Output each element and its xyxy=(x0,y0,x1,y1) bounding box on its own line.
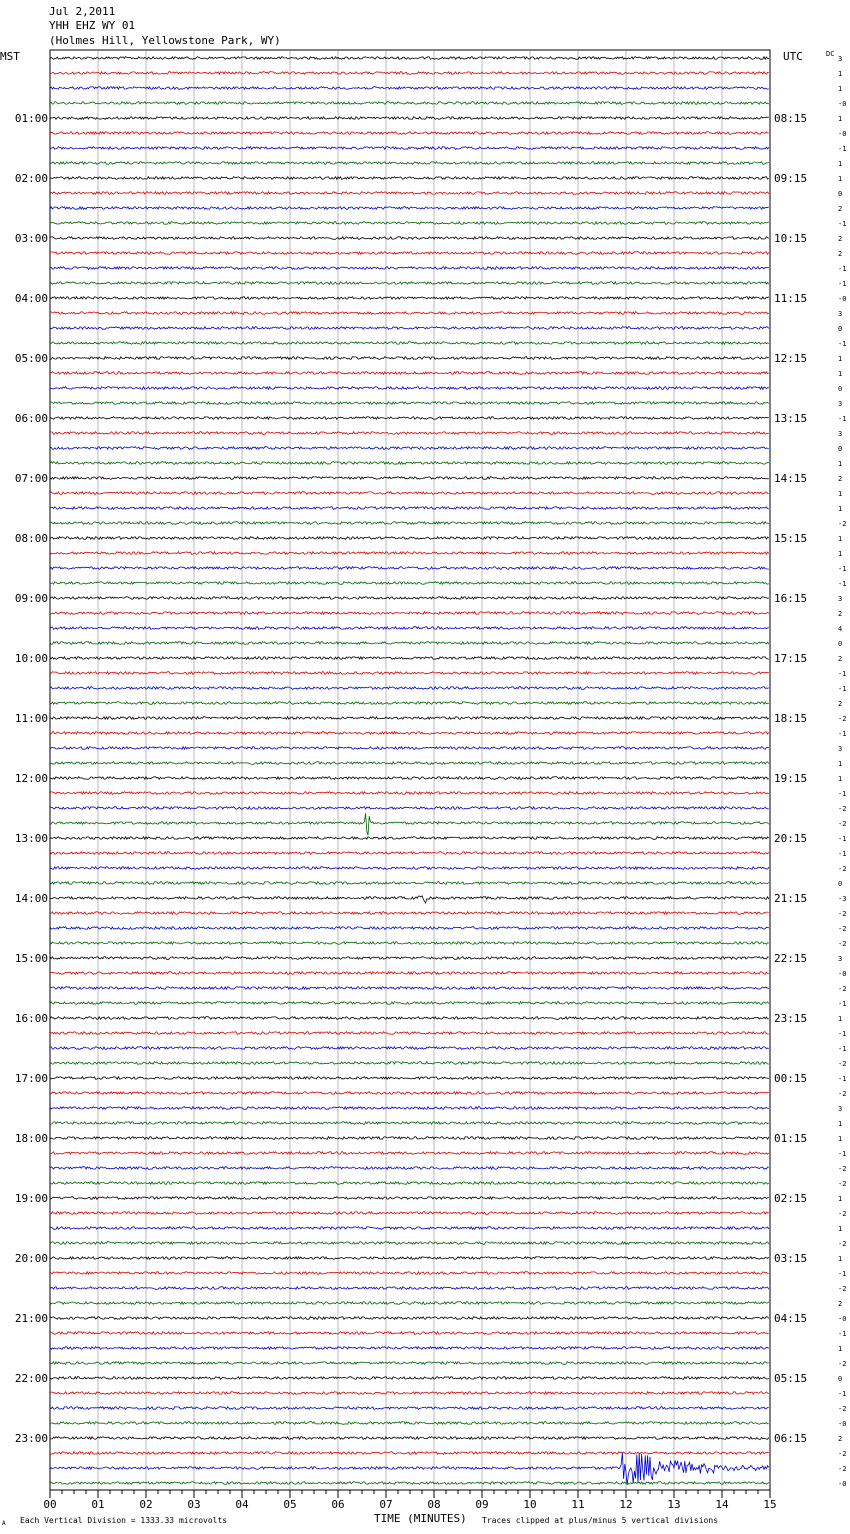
mst-hour-label: 03:00 xyxy=(14,232,48,245)
mst-hour-label: 01:00 xyxy=(14,112,48,125)
mst-hour-label: 06:00 xyxy=(14,412,48,425)
trace-line xyxy=(50,207,769,210)
dc-offset: -2 xyxy=(838,1360,847,1368)
footer-mark: A xyxy=(2,1520,6,1527)
trace-line xyxy=(50,72,769,75)
x-tick-label: 09 xyxy=(475,1498,489,1511)
dc-offset: -1 xyxy=(838,1330,847,1338)
trace-line xyxy=(50,1077,769,1080)
plot-date: Jul 2,2011 xyxy=(49,5,116,18)
dc-offset: 0 xyxy=(838,190,843,198)
utc-hour-label: 16:15 xyxy=(774,592,808,605)
x-tick-label: 04 xyxy=(235,1498,249,1511)
dc-offset: -1 xyxy=(838,340,847,348)
trace-line xyxy=(50,297,769,300)
trace-line xyxy=(50,582,769,585)
dc-offset: -2 xyxy=(838,985,847,993)
trace-line xyxy=(50,1362,769,1365)
trace-line xyxy=(50,522,769,525)
x-tick-label: 07 xyxy=(379,1498,393,1511)
dc-offset: 1 xyxy=(838,535,843,543)
dc-offset: -2 xyxy=(838,820,847,828)
dc-offset: -1 xyxy=(838,670,847,678)
trace-line xyxy=(50,507,769,510)
utc-hour-label: 04:15 xyxy=(774,1312,808,1325)
x-axis-title: TIME (MINUTES) xyxy=(374,1512,467,1525)
dc-offset: 3 xyxy=(838,400,843,408)
mst-hour-label: 09:00 xyxy=(14,592,48,605)
dc-offset: -2 xyxy=(838,1285,847,1293)
utc-hour-label: 01:15 xyxy=(774,1132,808,1145)
dc-offset: 1 xyxy=(838,505,843,513)
utc-hour-label: 12:15 xyxy=(774,352,808,365)
trace-line xyxy=(50,1452,769,1455)
trace-line xyxy=(50,192,769,195)
right-axis-label: UTC xyxy=(783,50,803,63)
trace-line xyxy=(50,357,769,360)
mst-hour-label: 08:00 xyxy=(14,532,48,545)
dc-offset: 1 xyxy=(838,760,843,768)
utc-hour-label: 21:15 xyxy=(774,892,808,905)
trace-line xyxy=(50,492,769,495)
utc-hour-label: 03:15 xyxy=(774,1252,808,1265)
trace-line xyxy=(50,1422,769,1425)
dc-offset: -2 xyxy=(838,520,847,528)
dc-offset: -2 xyxy=(838,1090,847,1098)
utc-hour-label: 11:15 xyxy=(774,292,808,305)
utc-hour-label: 18:15 xyxy=(774,712,808,725)
trace-line xyxy=(50,672,769,675)
dc-offset: 3 xyxy=(838,55,843,63)
x-tick-label: 02 xyxy=(139,1498,153,1511)
dc-offset: -0 xyxy=(838,295,847,303)
trace-line xyxy=(50,1212,769,1215)
dc-offset: -2 xyxy=(838,1180,847,1188)
mst-hour-label: 10:00 xyxy=(14,652,48,665)
dc-offset: 1 xyxy=(838,775,843,783)
trace-line xyxy=(50,1107,769,1110)
mst-hour-label: 23:00 xyxy=(14,1432,48,1445)
trace-line xyxy=(50,912,769,915)
trace-line xyxy=(50,462,769,465)
dc-offset: 1 xyxy=(838,1135,843,1143)
dc-offset: -2 xyxy=(838,805,847,813)
dc-offset: 1 xyxy=(838,85,843,93)
dc-offset: 3 xyxy=(838,955,843,963)
dc-offset: -2 xyxy=(838,1405,847,1413)
trace-line xyxy=(50,552,769,555)
trace-line xyxy=(50,1047,769,1050)
footer-clip-note: Traces clipped at plus/minus 5 vertical divisions xyxy=(482,1516,719,1525)
x-tick-label: 12 xyxy=(619,1498,633,1511)
utc-hour-label: 17:15 xyxy=(774,652,808,665)
trace-line xyxy=(50,1242,769,1245)
dc-offset: 1 xyxy=(838,1255,843,1263)
dc-offset: -0 xyxy=(838,130,847,138)
trace-line xyxy=(50,267,769,270)
trace-line xyxy=(50,702,769,705)
trace-line xyxy=(50,792,769,795)
x-tick-label: 13 xyxy=(667,1498,681,1511)
trace-line xyxy=(50,117,769,120)
dc-offset: -1 xyxy=(838,1030,847,1038)
dc-offset: -1 xyxy=(838,685,847,693)
dc-offset: -2 xyxy=(838,715,847,723)
dc-offset: 1 xyxy=(838,490,843,498)
utc-hour-label: 10:15 xyxy=(774,232,808,245)
dc-offset: 1 xyxy=(838,160,843,168)
dc-offset: -1 xyxy=(838,1045,847,1053)
footer-scale-note: Each Vertical Division = 1333.33 microvolts xyxy=(20,1516,228,1525)
trace-line xyxy=(50,387,769,390)
mst-hour-label: 15:00 xyxy=(14,952,48,965)
station-location: (Holmes Hill, Yellowstone Park, WY) xyxy=(49,34,281,47)
trace-line xyxy=(50,927,769,930)
dc-offset: -1 xyxy=(838,280,847,288)
dc-offset: 2 xyxy=(838,250,843,258)
trace-line xyxy=(50,732,769,735)
trace-line xyxy=(50,1287,769,1290)
trace-line xyxy=(50,132,769,135)
dc-offset: -3 xyxy=(838,895,847,903)
trace-line xyxy=(50,747,769,750)
trace-line xyxy=(50,1437,769,1440)
dc-offset: 1 xyxy=(838,355,843,363)
dc-offset: 2 xyxy=(838,205,843,213)
dc-offset: 2 xyxy=(838,655,843,663)
dc-offset: 3 xyxy=(838,1105,843,1113)
dc-offset: 2 xyxy=(838,1300,843,1308)
dc-offset: -0 xyxy=(838,1315,847,1323)
trace-line xyxy=(50,1272,769,1275)
dc-offset: 1 xyxy=(838,460,843,468)
trace-line xyxy=(50,177,769,180)
trace-line xyxy=(50,837,769,840)
trace-line xyxy=(50,87,769,90)
dc-offset: 0 xyxy=(838,385,843,393)
utc-hour-label: 08:15 xyxy=(774,112,808,125)
trace-line xyxy=(50,1197,769,1200)
dc-offset: -2 xyxy=(838,1060,847,1068)
trace-line xyxy=(50,537,769,540)
dc-offset: 1 xyxy=(838,1015,843,1023)
trace-line xyxy=(50,147,769,150)
dc-offset: 3 xyxy=(838,310,843,318)
dc-offset: 0 xyxy=(838,880,843,888)
dc-offset: -1 xyxy=(838,1390,847,1398)
dc-offset: -0 xyxy=(838,970,847,978)
trace-line xyxy=(50,1377,769,1380)
dc-offset: 1 xyxy=(838,1345,843,1353)
trace-line xyxy=(50,1032,769,1035)
dc-offset: -1 xyxy=(838,1270,847,1278)
dc-offset: -1 xyxy=(838,265,847,273)
dc-offset: 2 xyxy=(838,700,843,708)
dc-offset: -1 xyxy=(838,415,847,423)
trace-line xyxy=(50,1092,769,1095)
dc-offset: -2 xyxy=(838,1240,847,1248)
mst-hour-label: 04:00 xyxy=(14,292,48,305)
utc-hour-label: 05:15 xyxy=(774,1372,808,1385)
mst-hour-label: 07:00 xyxy=(14,472,48,485)
dc-offset: 1 xyxy=(838,1225,843,1233)
trace-line xyxy=(50,252,769,255)
mst-hour-label: 22:00 xyxy=(14,1372,48,1385)
mst-hour-label: 19:00 xyxy=(14,1192,48,1205)
trace-line xyxy=(50,1062,769,1065)
dc-offset: 0 xyxy=(838,640,843,648)
trace-line xyxy=(50,162,769,165)
dc-offset: 1 xyxy=(838,175,843,183)
trace-line xyxy=(50,762,769,765)
mst-hour-label: 14:00 xyxy=(14,892,48,905)
trace-line xyxy=(50,1182,769,1185)
mst-hour-label: 02:00 xyxy=(14,172,48,185)
dc-offset: 0 xyxy=(838,445,843,453)
utc-hour-label: 02:15 xyxy=(774,1192,808,1205)
dc-offset: 1 xyxy=(838,70,843,78)
dc-offset: -1 xyxy=(838,790,847,798)
trace-line xyxy=(50,1332,769,1335)
utc-hour-label: 14:15 xyxy=(774,472,808,485)
dc-offset: 3 xyxy=(838,745,843,753)
x-tick-label: 03 xyxy=(187,1498,201,1511)
dc-offset: -2 xyxy=(838,1450,847,1458)
dc-offset: -0 xyxy=(838,1420,847,1428)
trace-line xyxy=(50,1317,769,1320)
trace-line xyxy=(50,642,769,645)
dc-offset: 1 xyxy=(838,1195,843,1203)
dc-offset: -1 xyxy=(838,220,847,228)
trace-line xyxy=(50,807,769,810)
dc-offset: 4 xyxy=(838,625,843,633)
trace-line xyxy=(50,567,769,570)
dc-offset: -1 xyxy=(838,580,847,588)
mst-hour-label: 05:00 xyxy=(14,352,48,365)
trace-line xyxy=(50,1167,769,1170)
trace-line xyxy=(50,1347,769,1350)
trace-line xyxy=(50,1017,769,1020)
dc-offset: -1 xyxy=(838,1075,847,1083)
dc-offset: -2 xyxy=(838,940,847,948)
x-tick-label: 11 xyxy=(571,1498,585,1511)
mst-hour-label: 20:00 xyxy=(14,1252,48,1265)
trace-line xyxy=(50,477,769,480)
trace-line xyxy=(50,1482,769,1485)
x-tick-label: 05 xyxy=(283,1498,297,1511)
trace-line xyxy=(50,717,769,720)
trace-line xyxy=(50,612,769,615)
dc-offset: -1 xyxy=(838,835,847,843)
trace-line xyxy=(50,342,769,345)
utc-hour-label: 22:15 xyxy=(774,952,808,965)
trace-line xyxy=(50,312,769,315)
trace-line xyxy=(50,882,769,885)
mst-hour-label: 11:00 xyxy=(14,712,48,725)
dc-offset: 1 xyxy=(838,115,843,123)
trace-line xyxy=(50,447,769,450)
mst-hour-label: 18:00 xyxy=(14,1132,48,1145)
dc-offset: -2 xyxy=(838,865,847,873)
axis-labels xyxy=(0,50,846,1527)
trace-line xyxy=(50,432,769,435)
trace-line xyxy=(50,237,769,240)
trace-line xyxy=(50,372,769,375)
mst-hour-label: 13:00 xyxy=(14,832,48,845)
trace-line xyxy=(50,972,769,975)
dc-offset: -1 xyxy=(838,1150,847,1158)
dc-offset: 2 xyxy=(838,235,843,243)
trace-line xyxy=(50,282,769,285)
dc-offset: 1 xyxy=(838,370,843,378)
trace-line xyxy=(50,57,769,60)
trace-line xyxy=(50,1152,769,1155)
trace-line xyxy=(50,896,769,903)
dc-offset: -2 xyxy=(838,910,847,918)
dc-offset: -2 xyxy=(838,925,847,933)
trace-line xyxy=(50,627,769,630)
trace-line xyxy=(50,1137,769,1140)
dc-offset: 2 xyxy=(838,610,843,618)
mst-hour-label: 17:00 xyxy=(14,1072,48,1085)
x-tick-label: 14 xyxy=(715,1498,729,1511)
dc-offset: 0 xyxy=(838,325,843,333)
utc-hour-label: 20:15 xyxy=(774,832,808,845)
dc-offset: 3 xyxy=(838,595,843,603)
x-tick-label: 01 xyxy=(91,1498,105,1511)
trace-line xyxy=(50,987,769,990)
trace-line xyxy=(50,222,769,225)
trace-line xyxy=(50,1452,769,1485)
trace-line xyxy=(50,687,769,690)
dc-offset: -1 xyxy=(838,565,847,573)
x-tick-label: 08 xyxy=(427,1498,441,1511)
trace-line xyxy=(50,1302,769,1305)
dc-offset: 3 xyxy=(838,430,843,438)
trace-line xyxy=(50,942,769,945)
x-tick-label: 10 xyxy=(523,1498,537,1511)
trace-line xyxy=(50,852,769,855)
seismic-traces xyxy=(50,57,769,1485)
dc-label: DC xyxy=(826,50,835,58)
utc-hour-label: 00:15 xyxy=(774,1072,808,1085)
dc-offset: -1 xyxy=(838,145,847,153)
trace-line xyxy=(50,102,769,105)
utc-hour-label: 09:15 xyxy=(774,172,808,185)
plot-frame xyxy=(50,50,770,1490)
left-axis-label: MST xyxy=(0,50,20,63)
dc-offset: -2 xyxy=(838,1465,847,1473)
trace-line xyxy=(50,1257,769,1260)
trace-line xyxy=(50,777,769,780)
dc-offset: 2 xyxy=(838,1435,843,1443)
utc-hour-label: 23:15 xyxy=(774,1012,808,1025)
station-code: YHH EHZ WY 01 xyxy=(49,19,136,32)
trace-line xyxy=(50,657,769,660)
trace-line xyxy=(50,813,769,835)
trace-line xyxy=(50,1392,769,1395)
trace-line xyxy=(50,1227,769,1230)
x-tick-label: 06 xyxy=(331,1498,345,1511)
dc-offset: 0 xyxy=(838,1375,843,1383)
dc-offset: -1 xyxy=(838,850,847,858)
utc-hour-label: 15:15 xyxy=(774,532,808,545)
trace-line xyxy=(50,402,769,405)
trace-line xyxy=(50,867,769,870)
dc-offset: -1 xyxy=(838,1000,847,1008)
dc-offset: -0 xyxy=(838,100,847,108)
trace-line xyxy=(50,1407,769,1410)
x-tick-label: 00 xyxy=(43,1498,57,1511)
dc-offset: -0 xyxy=(838,1480,847,1488)
utc-hour-label: 19:15 xyxy=(774,772,808,785)
utc-hour-label: 13:15 xyxy=(774,412,808,425)
mst-hour-label: 12:00 xyxy=(14,772,48,785)
dc-offset: -2 xyxy=(838,1165,847,1173)
dc-offset: 2 xyxy=(838,475,843,483)
trace-line xyxy=(50,417,769,420)
trace-line xyxy=(50,1122,769,1125)
utc-hour-label: 06:15 xyxy=(774,1432,808,1445)
trace-line xyxy=(50,327,769,330)
trace-line xyxy=(50,1002,769,1005)
mst-hour-label: 16:00 xyxy=(14,1012,48,1025)
trace-line xyxy=(50,597,769,600)
mst-hour-label: 21:00 xyxy=(14,1312,48,1325)
dc-offset: -1 xyxy=(838,730,847,738)
trace-line xyxy=(50,957,769,960)
dc-offset: -2 xyxy=(838,1210,847,1218)
dc-offset: 1 xyxy=(838,550,843,558)
dc-offset: 1 xyxy=(838,1120,843,1128)
x-tick-label: 15 xyxy=(763,1498,777,1511)
